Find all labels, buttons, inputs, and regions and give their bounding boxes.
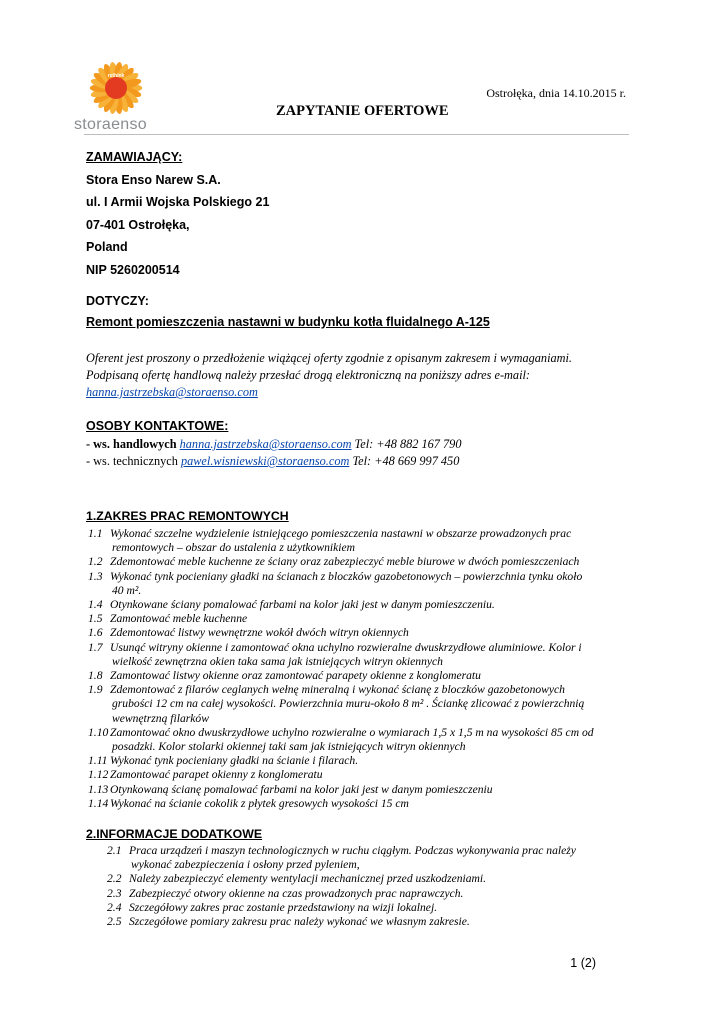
contact-tel: Tel: +48 669 997 450 — [349, 454, 460, 468]
item-text — [129, 872, 647, 886]
contact-email-link[interactable]: pawel.wisniewski@storaenso.com — [180, 454, 350, 468]
item-text-line: Zamontować okno dwuskrzydłowe uchylno rozwieralne o wymiarach 1,5 x 1,5 m na wysokości 85 cm od — [110, 725, 594, 739]
item-number: 1.12 — [88, 768, 109, 782]
item-text — [110, 683, 648, 726]
section1-item — [88, 612, 648, 626]
item-number: 1.5 — [88, 612, 103, 626]
item-text-line: 40 m². — [112, 583, 142, 597]
page-number: 1 (2) — [570, 956, 596, 970]
item-number: 1.14 — [88, 796, 109, 810]
client-street: ul. I Armii Wojska Polskiego 21 — [86, 195, 270, 210]
item-number: 2.3 — [107, 886, 122, 900]
item-text-line: Zamontować meble kuchenne — [110, 612, 248, 626]
contact-tel: Tel: +48 882 167 790 — [351, 437, 462, 451]
item-text — [129, 915, 647, 929]
item-text-line: Zdemontować z filarów ceglanych wełnę mineralną i wykonać ścianę z bloczków gazobetonowych — [110, 683, 565, 697]
contact-row-sales — [86, 436, 461, 453]
item-text — [110, 626, 648, 640]
section2-heading: 2.INFORMACJE DODATKOWE — [86, 827, 263, 841]
client-nip: NIP 5260200514 — [86, 262, 180, 277]
item-number: 1.6 — [88, 626, 103, 640]
item-text-line: Otynkowaną ścianę pomalować farbami na kolor jaki jest w danym pomieszczeniu — [110, 782, 493, 796]
item-number: 1.2 — [88, 555, 103, 569]
item-number: 2.1 — [107, 844, 122, 857]
contact-row-technical — [86, 453, 461, 470]
item-text — [110, 783, 648, 797]
item-text — [110, 641, 648, 669]
section1-item — [88, 598, 648, 612]
intro-block — [86, 350, 572, 401]
item-text — [110, 555, 648, 569]
section2-item — [107, 872, 647, 886]
client-heading: ZAMAWIAJĄCY: — [86, 150, 183, 164]
client-block — [86, 146, 269, 282]
item-text-line: Szczegółowe pomiary zakresu prac należy wykonać we własnym zakresie. — [129, 915, 470, 929]
section2-item — [107, 844, 647, 872]
item-text-line: Zdemontować meble kuchenne ze ściany oraz zabezpieczyć meble biurowe w dwóch pomieszczeniach — [110, 555, 580, 569]
section1-item — [88, 626, 648, 640]
item-number: 1.7 — [88, 640, 103, 654]
header-divider — [84, 134, 629, 135]
item-number: 2.4 — [107, 900, 122, 914]
contacts-list — [86, 436, 461, 470]
item-number: 1.13 — [88, 782, 109, 796]
item-text-line: Zamontować parapet okienny z konglomeratu — [110, 768, 323, 782]
item-text — [129, 844, 647, 872]
subject-text: Remont pomieszczenia nastawni w budynku kotła fluidalnego A-125 — [86, 315, 490, 329]
item-text — [110, 570, 648, 598]
item-text-line: Wykonać na ścianie cokolik z płytek gresowych wysokości 15 cm — [110, 796, 409, 810]
section1-item — [88, 555, 648, 569]
intro-line-1: Oferent jest proszony o przedłożenie wiążącej oferty zgodnie z opisanym zakresem i wymaganiami. — [86, 351, 573, 365]
section2-item — [107, 887, 647, 901]
item-number: 1.4 — [88, 598, 103, 612]
item-text — [110, 726, 648, 754]
subject-heading: DOTYCZY: — [86, 294, 149, 308]
item-text-line: Zdemontować listwy wewnętrzne wokół dwóch witryn okiennych — [110, 626, 409, 640]
item-number: 1.8 — [88, 669, 103, 683]
intro-email-link[interactable]: hanna.jastrzebska@storaenso.com — [86, 385, 258, 399]
logo-center — [105, 77, 127, 99]
item-text-line: Zamontować listwy okienne oraz zamontować parapety okienne z konglomeratu — [110, 669, 481, 683]
item-text-line: grubości 12 cm na całej wysokości. Powierzchnia muru-około 8 m² . Ściankę zlicować z powierzchnią — [112, 697, 585, 711]
item-number: 1.11 — [88, 754, 108, 768]
item-text — [110, 754, 648, 768]
item-text-line: Otynkowane ściany pomalować farbami na kolor jaki jest w danym pomieszczeniu. — [110, 598, 495, 612]
document-title: ZAPYTANIE OFERTOWE — [276, 103, 449, 119]
item-number: 1.3 — [88, 569, 103, 583]
item-number: 1.9 — [88, 683, 103, 697]
section1-heading: 1.ZAKRES PRAC REMONTOWYCH — [86, 509, 289, 523]
contact-email-link[interactable]: hanna.jastrzebska@storaenso.com — [179, 437, 352, 451]
section1-item — [88, 726, 648, 754]
item-text — [110, 527, 648, 555]
section1-list — [88, 527, 648, 811]
logo-wordmark: storaenso — [74, 116, 147, 133]
client-country: Poland — [86, 240, 128, 255]
section1-item — [88, 683, 648, 726]
section1-item — [88, 641, 648, 669]
item-text-line: Zabezpieczyć otwory okienne na czas prowadzonych prac naprawczych. — [129, 886, 464, 900]
item-text-line: posadzki. Kolor stolarki okiennej taki sam jak istniejących witryn okiennych — [112, 740, 466, 754]
item-number: 1.1 — [88, 527, 103, 540]
section1-item — [88, 797, 648, 811]
item-number: 2.2 — [107, 872, 122, 886]
item-text-line: Szczegółowy zakres prac zostanie przedstawiony na wizji lokalnej. — [129, 900, 438, 914]
item-text-line: Wykonać szczelne wydzielenie istniejącego pomieszczenia nastawni w obszarze prowadzonych prac — [110, 527, 572, 540]
item-text-line: Należy zabezpieczyć elementy wentylacji mechanicznej przed uszkodzeniami. — [129, 872, 487, 886]
item-text-line: remontowych – obszar do ustalenia z użytkownikiem — [112, 541, 356, 555]
item-text-line: Wykonać tynk pocieniany gładki na ścianie i filarach. — [110, 754, 359, 768]
item-text-line: Praca urządzeń i maszyn technologicznych w ruchu ciągłym. Podczas wykonywania prac należy — [129, 844, 576, 857]
intro-line-2: Podpisaną ofertę handlową należy przesłać drogą elektroniczną na poniższy adres e-mail: — [86, 368, 531, 382]
place-date: Ostrołęka, dnia 14.10.2015 r. — [486, 86, 626, 100]
item-text — [110, 669, 648, 683]
item-number: 1.10 — [88, 725, 109, 739]
client-name: Stora Enso Narew S.A. — [86, 172, 221, 187]
section1-item — [88, 570, 648, 598]
contact-prefix: - ws. technicznych — [86, 454, 181, 468]
section1-item — [88, 754, 648, 768]
item-number: 2.5 — [107, 915, 122, 929]
client-city: 07-401 Ostrołęka, — [86, 217, 190, 232]
contacts-heading: OSOBY KONTAKTOWE: — [86, 419, 229, 433]
section1-item — [88, 669, 648, 683]
item-text-line: wielkość zewnętrzna okien taka sama jak istniejących witryn okiennych — [112, 654, 443, 668]
section2-item — [107, 915, 647, 929]
contact-prefix: - ws. handlowych — [86, 437, 180, 451]
section2-item — [107, 901, 647, 915]
item-text-line: wewnętrzną filarków — [112, 711, 209, 725]
section2-list — [107, 844, 647, 929]
section1-item — [88, 527, 648, 555]
item-text — [110, 768, 648, 782]
item-text — [110, 598, 648, 612]
section1-item — [88, 768, 648, 782]
logo-badge-text: rethink — [107, 73, 125, 79]
item-text-line: Wykonać tynk pocieniany gładki na ścianach z bloczków gazobetonowych – powierzchnia tynku około — [110, 569, 583, 583]
item-text-line: wykonać zabezpieczenia i osłony przed pyleniem, — [131, 858, 360, 872]
item-text — [129, 887, 647, 901]
item-text — [110, 797, 648, 811]
section1-item — [88, 783, 648, 797]
item-text-line: Usunąć witryny okienne i zamontować okna uchylno rozwieralne dwuskrzydłowe aluminiowe. Kolor i — [110, 640, 582, 654]
item-text — [129, 901, 647, 915]
item-text — [110, 612, 648, 626]
